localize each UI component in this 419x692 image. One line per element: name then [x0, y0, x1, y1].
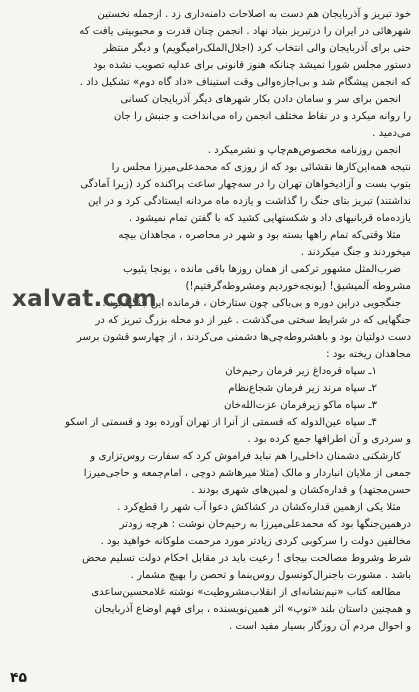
list-item: ۱ـ سپاه قره‌داغ زیر فرمان رحیم‌خان [225, 366, 377, 377]
text-line: جنگجویی دراین دوره و بی‌باکی چون ستارخان ، فرمانده این جنگها بود . [102, 298, 401, 309]
text-line: نتیجه همه‌این‌کارها نقشائی بود که از روزی که محمدعلی‌میرزا مجلس را [111, 162, 411, 173]
text-line: بتوپ بست و آزادیخواهان تهران را در سه‌چهار ساعت پراکنده کرد (زیرا آمادگی [80, 179, 411, 190]
text-line: میخوردند و جنگ میکردند . [300, 247, 411, 258]
text-line: دست دولتیان بود و باهشروطه‌چی‌ها دشمنی می‌کردند ، از چهارسو قشون برسر [76, 332, 411, 343]
text-line: کارشکنی دشمنان داخلی‌را هم نباید فراموش کرد که سفارت روس‌تزاری و [90, 451, 401, 462]
text-line: مشروطه آلمیشیق! (یونجه‌خوردیم ومشروطه‌گرفتیم!) [185, 281, 411, 292]
text-line: مجاهدان ریخته بود : [326, 349, 411, 360]
watermark: xalvat.com [12, 286, 157, 312]
text-line: شرط وشروط مصالحت بیجای ! رعیت باید در مقابل احکام دولت تسلیم محض [82, 553, 411, 564]
text-line: مطالعه کتاب «نیم‌نشانه‌ای از انقلاب‌مشروطیت» نوشته غلامحسین‌ساعدی [91, 587, 401, 598]
list-item: ۴ـ سپاه عین‌الدوله که قسمتی از آنرا از تهران آورده بود و قسمتی از اسکو [65, 417, 377, 428]
text-line: باشد . مشورت باجنرال‌کونسول روس‌بنما و تحصن را بهیچ مشمار . [130, 570, 411, 581]
list-item: ۳ـ سپاه ماکو زیرفرمان عزت‌الله‌خان [224, 400, 377, 411]
text-line: حسن‌مجتهد) و قداره‌کشان و لمپن‌های شهری بودند . [191, 485, 411, 496]
text-line: می‌دمید . [372, 128, 411, 139]
text-line: دستور مجلس شورا نمیشد چنانکه هنوز قانونی برای عدلیه تصویب نشده بود [93, 60, 411, 71]
text-line: نداشتند) تبریز بتای جنگ را گذاشت و یازده ماه مردانه ایستادگی کرد و در این [87, 196, 411, 207]
body-text [10, 6, 411, 635]
page-number: ۴۵ [10, 670, 28, 686]
text-line: انجمن برای سر و سامان دادن بکار شهرهای دیگر آذربایجان کسانی [120, 94, 401, 105]
text-line: جمعی از ملایان انباردار و مالک (مثلا میرهاشم دوچی ، امام‌جمعه و حاجی‌میرزا [83, 468, 411, 479]
text-line: را روانه میکرد و در نقاط مختلف انجمن راه می‌انداخت و جنبش را جان [113, 111, 411, 122]
text-line: مثلا یکی ازهمین قداره‌کشان در کشاکش دعوا آب شهر را قطع‌کرد . [117, 502, 401, 513]
text-line: و همچنین داستان بلند «توپ» اثر همین‌نویسنده ، برای فهم اوضاع آذربایجان [94, 604, 411, 615]
text-line: و احوال مردم آن روزگار بسیار مفید است . [229, 621, 411, 632]
text-line: حتی برای آذربایجان والی انتخاب کرد (اجلال‌الملک‌رامیگویم) و دیگر منتظر [103, 43, 411, 54]
text-line: یازده‌ماه قربانیهای داد و شکستهایی کشید که با گفتن تمام نمیشود . [128, 213, 411, 224]
text-line: مخالفین دولت را سرکوبی کردی زیادتر مورد مرحمت ملوکانه خواهید بود . [100, 536, 411, 547]
text-line: ضرب‌المثل مشهور ترکمی از همان روزها باقی مانده ، یونجا یئیوب [123, 264, 401, 275]
text-line: خود تبریز و آذربایجان هم دست به اصلاحات دامنه‌داری زد . ازجمله نخستین [97, 9, 411, 20]
text-line: مثلا وقتی‌که تمام راهها بسته بود و شهر در محاصره ، مجاهدان بیچه [118, 230, 401, 241]
text-line: که انجمن پیشگام شد و بی‌اجازه‌والی وقت استیناف «داد گاه دوم» تشکیل داد . [79, 77, 411, 88]
text-line: جنگهایی که در شرایط سختی می‌گذشت . غیر از دو محله بزرگ تبریز که در [95, 315, 411, 326]
text-line: درهمین‌جنگها بود که محمدعلی‌میرزا به رحیم‌خان نوشت : هرچه زودتر [119, 519, 411, 530]
text-line: و سردری و آن اطرافها جمع کرده بود . [247, 434, 411, 445]
text-line: شهرهائی در ایران را درتبریز بنیاد نهاد . انجمن چنان قدرت و محبوبیتی یافت که [79, 26, 411, 37]
text-line: انجمن روزنامه مخصوص‌هم‌چاپ و نشرمیکرد . [207, 145, 401, 156]
list-item: ۲ـ سپاه مرند زیر فرمان شجاع‌نظام [228, 383, 377, 394]
